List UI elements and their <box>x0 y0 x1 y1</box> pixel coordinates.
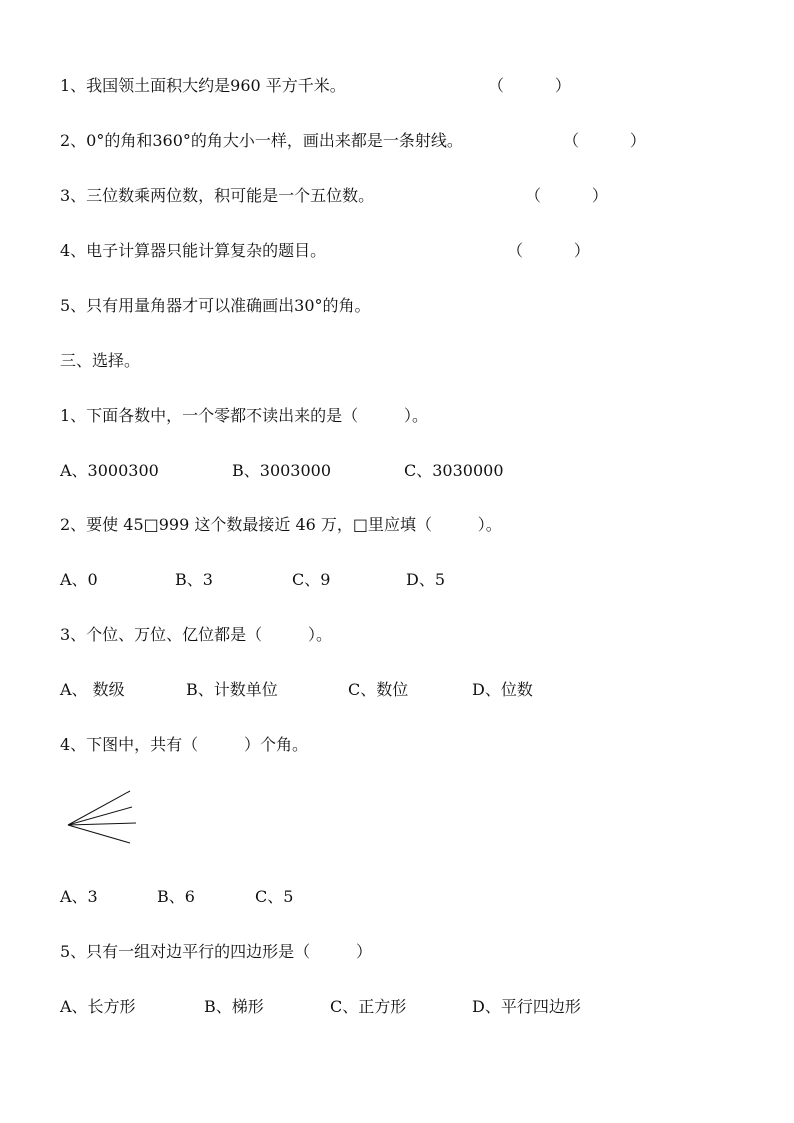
choice-q1-option-c[interactable]: C、3030000 <box>404 461 504 480</box>
choice-q5-option-d[interactable]: D、平行四边形 <box>472 997 581 1016</box>
judge-item-2: 2、0°的角和360°的角大小一样，画出来都是一条射线。 <box>60 131 463 150</box>
choice-q1-option-b[interactable]: B、3003000 <box>232 461 332 480</box>
judge-answer-paren-3[interactable]: （ ） <box>525 186 608 205</box>
choice-q3-option-b[interactable]: B、计数单位 <box>186 680 278 699</box>
section-title-choice: 三、选择。 <box>60 351 141 370</box>
judge-item-1: 1、我国领土面积大约是960 平方千米。 <box>60 76 346 95</box>
judge-answer-paren-4[interactable]: （ ） <box>507 241 590 260</box>
choice-q2-option-a[interactable]: A、0 <box>60 570 98 589</box>
choice-q5-option-a[interactable]: A、长方形 <box>60 997 136 1016</box>
choice-q3-option-d[interactable]: D、位数 <box>472 680 533 699</box>
judge-answer-paren-1[interactable]: （ ） <box>488 76 571 95</box>
choice-q2-option-c[interactable]: C、9 <box>292 570 331 589</box>
choice-q5-option-c[interactable]: C、正方形 <box>330 997 407 1016</box>
judge-item-3: 3、三位数乘两位数，积可能是一个五位数。 <box>60 186 375 205</box>
choice-q4-option-c[interactable]: C、5 <box>255 887 294 906</box>
choice-question-2: 2、要使 45□999 这个数最接近 46 万，□里应填（ ）。 <box>60 515 502 534</box>
judge-item-4: 4、电子计算器只能计算复杂的题目。 <box>60 241 327 260</box>
choice-q4-option-a[interactable]: A、3 <box>60 887 98 906</box>
choice-q3-option-a[interactable]: A、 数级 <box>60 680 125 699</box>
choice-q4-option-b[interactable]: B、6 <box>157 887 195 906</box>
choice-question-4: 4、下图中，共有（ ）个角。 <box>60 735 308 754</box>
ray-2 <box>68 807 132 825</box>
choice-q2-option-d[interactable]: D、5 <box>406 570 446 589</box>
ray-3 <box>68 823 136 825</box>
angle-rays-figure <box>60 785 140 845</box>
choice-question-3: 3、个位、万位、亿位都是（ ）。 <box>60 625 332 644</box>
judge-item-5: 5、只有用量角器才可以准确画出30°的角。 <box>60 296 371 315</box>
judge-answer-paren-2[interactable]: （ ） <box>563 131 646 150</box>
choice-q1-option-a[interactable]: A、3000300 <box>60 461 159 480</box>
ray-4 <box>68 825 130 843</box>
choice-question-5: 5、只有一组对边平行的四边形是（ ） <box>60 942 372 961</box>
choice-q5-option-b[interactable]: B、梯形 <box>204 997 264 1016</box>
choice-q2-option-b[interactable]: B、3 <box>175 570 213 589</box>
ray-1 <box>68 791 130 825</box>
choice-question-1: 1、下面各数中，一个零都不读出来的是（ ）。 <box>60 406 428 425</box>
choice-q3-option-c[interactable]: C、数位 <box>348 680 409 699</box>
